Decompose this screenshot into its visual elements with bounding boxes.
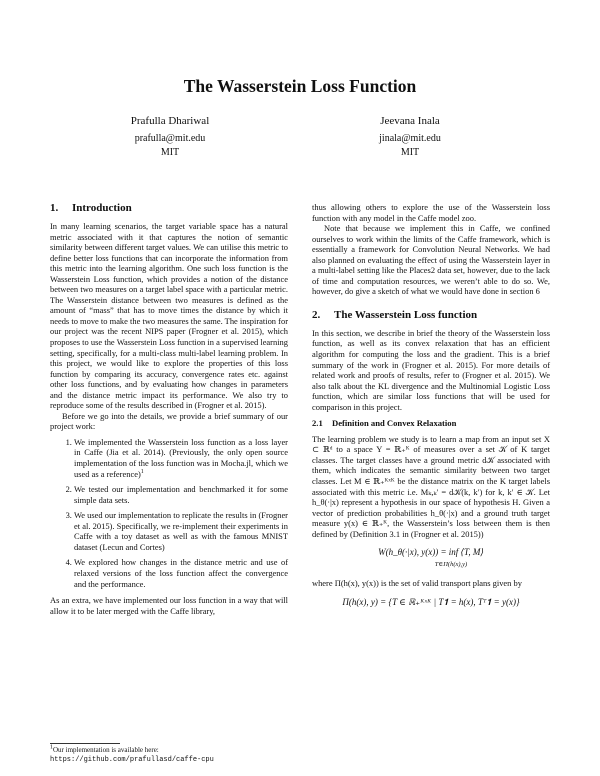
author-email: prafulla@mit.edu	[134, 133, 206, 144]
right-column	[312, 202, 550, 616]
list-item: 3. We used our implementation to replicate the results in (Frogner et al. 2015). Specifically, we re-implement their experiments in Caffe with a toy dataset as well as with the famous MNIST dataset (Lecun and Cortes)	[74, 510, 288, 552]
section-number: 1.	[50, 202, 59, 214]
author-affiliation: MIT	[400, 147, 420, 158]
footnote-rule	[50, 743, 120, 744]
author-block-1	[60, 114, 280, 160]
paragraph: where Π(h(x), y(x)) is the set of valid transport plans given by	[312, 578, 522, 589]
equation-wasserstein	[312, 547, 550, 570]
equation-text: W(h_θ(·|x), y(x)) = inf ⟨T, M⟩	[378, 547, 484, 558]
footnote-marker: 1	[140, 468, 144, 475]
paragraph: As an extra, we have implemented our loss function in a way that will allow it to be later merged with the Caffe library,	[50, 595, 288, 616]
section-heading-introduction	[50, 202, 288, 215]
footnote	[50, 746, 288, 765]
subsection-title: Definition and Convex Relaxation	[332, 418, 457, 429]
left-column	[50, 202, 288, 616]
footnote-mark: 1	[50, 744, 53, 751]
author-email: jinala@mit.edu	[379, 133, 441, 144]
list-item-text: We implemented the Wasserstein loss function as a loss layer in Caffe (Jia et al. 2014). (Previously, the only open source implementation of the loss function was in Mocha.jl, which we used as a reference)	[74, 436, 288, 479]
equation-subscript: T∈Π(h(x),y)	[434, 560, 468, 568]
section-title: Introduction	[72, 202, 132, 214]
list-item	[74, 437, 288, 479]
author-block-2	[300, 114, 520, 160]
subsection-heading	[312, 418, 550, 429]
paragraph: In this section, we describe in brief the theory of the Wasserstein loss function, as well as its convex relaxation that has an efficient algorithm for computing the loss and the gradient. This is a brief summary of the work in (Frogner et al. 2015). For more details of related work and proofs of results, refer to (Frogner et al. 2015). We also talk about the KL divergence and the Multinomial Logistic Loss function, which are similar loss functions that will be used for comparison in this project.	[312, 327, 550, 412]
author-name: Jeevana Inala	[380, 115, 440, 127]
author-affiliation: MIT	[160, 147, 180, 158]
footnote-text: Our implementation is available here:	[53, 746, 159, 754]
paragraph: In many learning scenarios, the target variable space has a natural metric associated with it that captures the notion of semantic similarity between different target values. We can utilise this metric to define better loss functions that can incorporate the information from this metric into the learning algorithm. One such loss function is the Wasserstein Loss function, which provides a notion of the distance between two measures on a target label space with a particular metric. The Wasserstein distance between two measures is defined as the amount of “mass” that has to move times the distance by which it needs to move to make the two measures the same. The inspiration for our project was the recent NIPS paper (Frogner et al. 2015), which proposes to use the Wasserstein Loss function in a supervised learning setting, specifically, for a multi-class multi-label learning problem. In this project, we would like to explore the properties of this loss function by comparing its accuracy, convergence rates etc. against other loss functions, and by evaluating how changes in parameters and the distance metric impact its performance. We also try to reproduce some of the results described in (Frogner et al. 2015).	[50, 221, 288, 411]
section-number: 2.	[312, 308, 321, 321]
paragraph: The learning problem we study is to learn a map from an input set X ⊂ ℝᵈ to a space Y = ℝ₊ᴷ of measures over a set 𝒦 of K target classes. The target classes have a ground metric d𝒦 associated with them, which indicates the semantic similarity between two target classes. Let M ∈ ℝ₊ᴷˣᴷ be the distance matrix on the K target labels associated with this metric i.e. Mₖ,ₖ′ = d𝒦(k, k′) for k, k′ ∈ 𝒦. Let h_θ(·|x) represent a hypothesis in our space of hypothesis H. Given a vector of prediction probabilities h_θ(·|x) and a ground truth target measure y(x) ∈ ℝ₊ᴷ, the Wasserstein’s loss between them is then defined by (Definition 3.1 in (Frogner et al. 2015))	[312, 433, 550, 539]
paragraph: thus allowing others to explore the use of the Wasserstein loss function with any model in the Caffe model zoo.	[312, 202, 550, 223]
author-name: Prafulla Dhariwal	[130, 115, 210, 127]
footnote-link[interactable]: https://github.com/prafullasd/caffe-cpu	[50, 756, 214, 764]
section-title: The Wasserstein Loss function	[334, 308, 478, 321]
paragraph: Note that because we implement this in Caffe, we confined ourselves to work within the limits of the Caffe framework, which is essentially a framework for Convolution Neural Networks. We had also planned on evaluating the effect of using the Wasserstein layer in a multi-label setting like the Places2 data set, however, due to the lack of time and computation resources, we weren’t able to do so. We, however, do give a sketch of what we would have done in section 6	[312, 223, 550, 297]
section-heading-wasserstein-loss	[312, 309, 550, 322]
subsection-number: 2.1	[312, 418, 323, 429]
paragraph: Before we go into the details, we provide a brief summary of our project work:	[50, 410, 288, 432]
list-item: 4. We explored how changes in the distance metric and use of relaxed versions of the loss function affect the convergence and the performance.	[74, 557, 288, 589]
contribution-list	[50, 437, 288, 589]
equation-transport-plans: Π(h(x), y) = {T ∈ ℝ₊ᴷˣᴷ | T𝟏 = h(x), Tᵀ𝟏 = y(x)}	[342, 596, 520, 607]
paper-title: The Wasserstein Loss Function	[183, 76, 417, 96]
list-item: 2. We tested our implementation and benchmarked it for some simple data sets.	[74, 484, 288, 505]
